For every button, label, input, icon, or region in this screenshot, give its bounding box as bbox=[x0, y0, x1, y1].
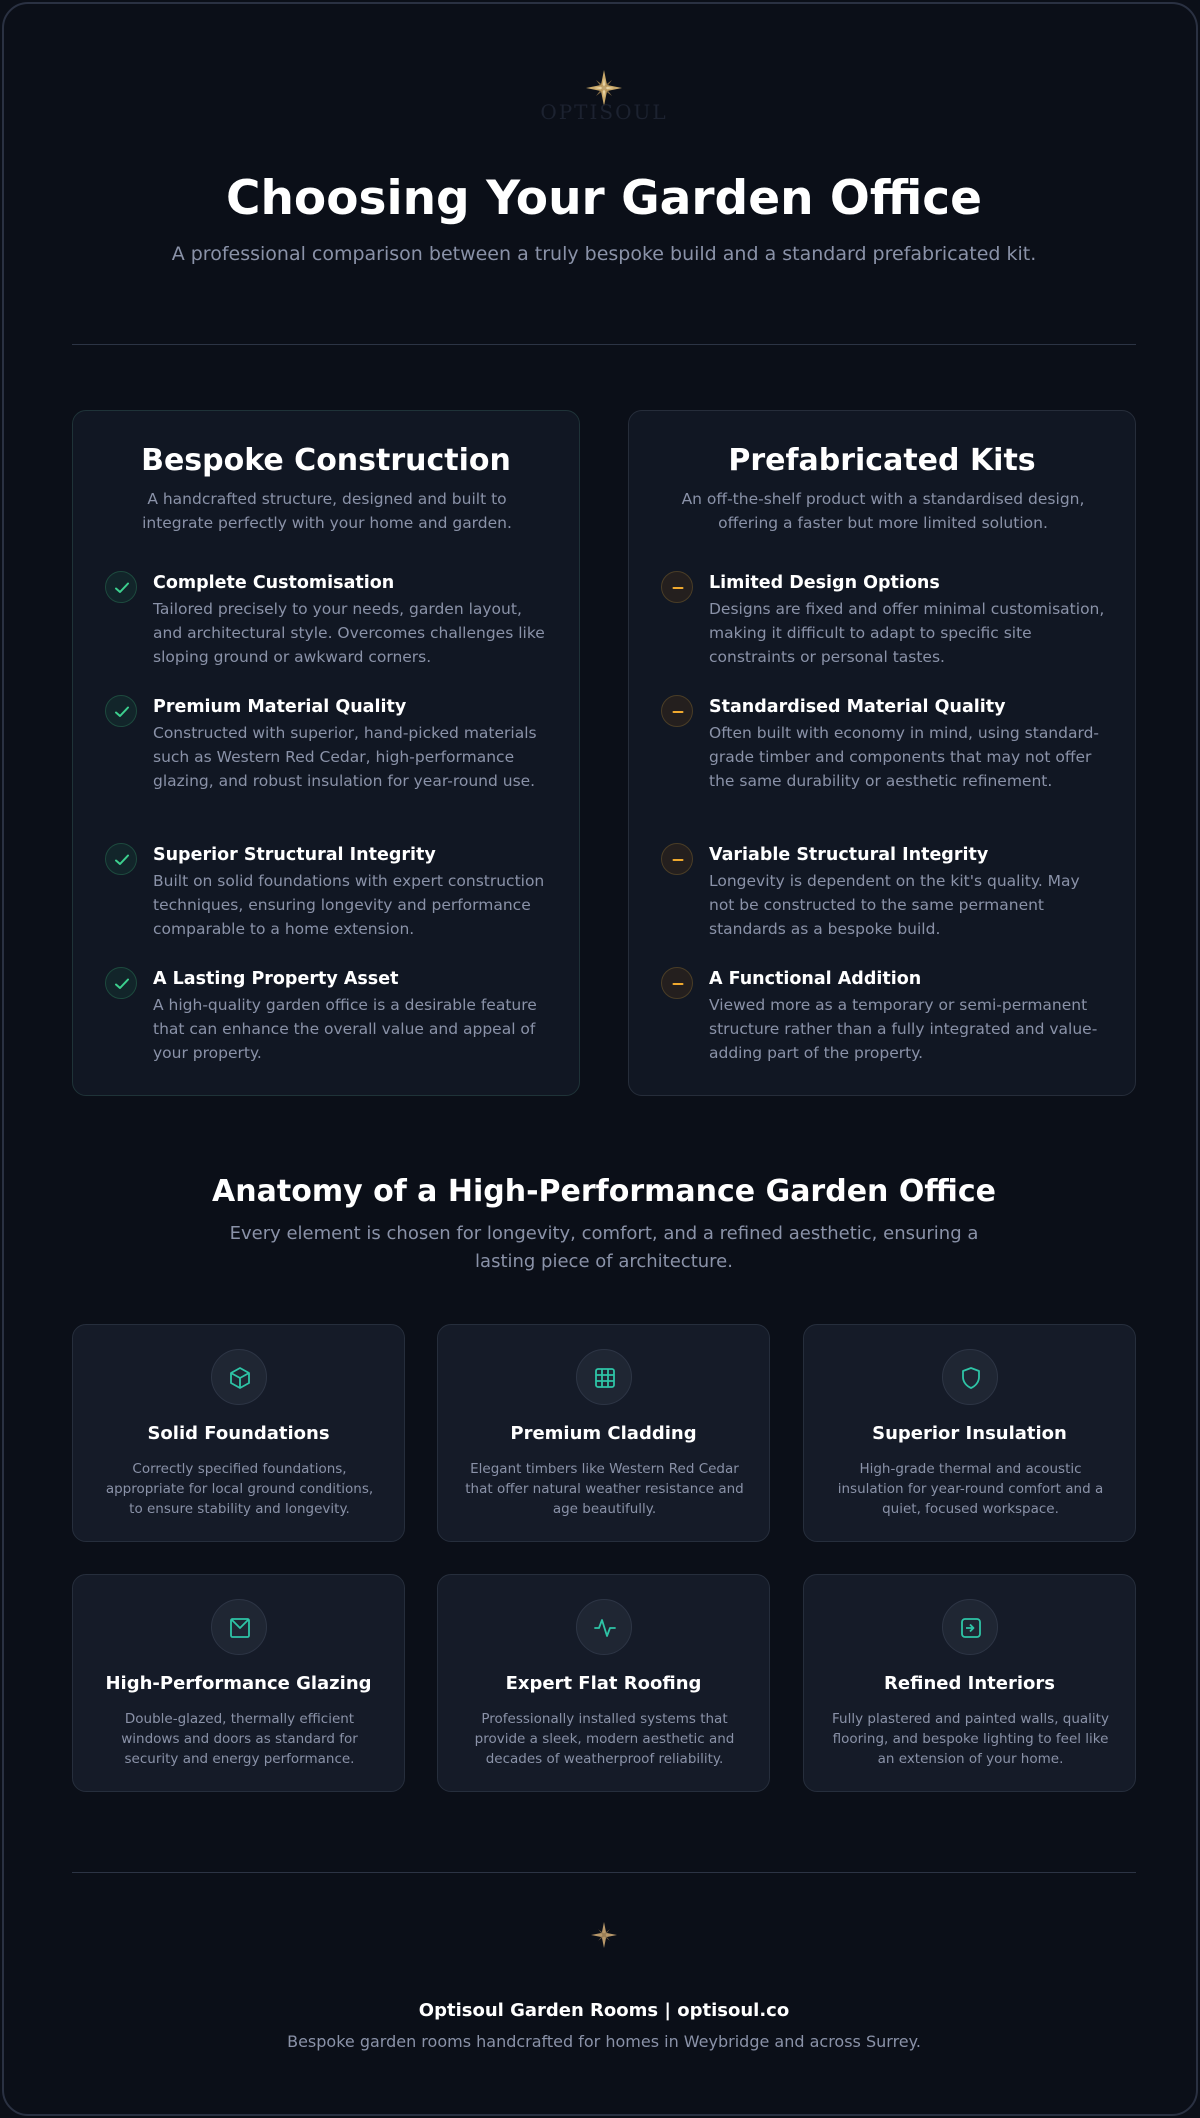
minus-icon bbox=[661, 843, 693, 875]
anatomy-title: Anatomy of a High-Performance Garden Office bbox=[212, 1174, 996, 1209]
cube-icon bbox=[211, 1349, 267, 1405]
anatomy-card-title: High-Performance Glazing bbox=[105, 1673, 372, 1694]
minus-icon bbox=[661, 695, 693, 727]
feature-body: Designs are fixed and offer minimal customisation, making it difficult to adapt to specific site constraints or personal tastes. bbox=[709, 600, 1105, 666]
check-icon bbox=[105, 695, 137, 727]
footer-title: Optisoul Garden Rooms | optisoul.co bbox=[418, 2000, 790, 2021]
feature-body: Longevity is dependent on the kit's quality. May not be constructed to the same permanent standards as a bespoke build. bbox=[709, 872, 1080, 938]
anatomy-card bbox=[803, 1574, 1136, 1792]
header-divider bbox=[72, 344, 1136, 345]
feature-body: Tailored precisely to your needs, garden layout, and architectural style. Overcomes challenges like sloping ground or awkward corners. bbox=[153, 600, 545, 666]
prefab-card bbox=[628, 410, 1136, 1096]
feature-title: A Lasting Property Asset bbox=[153, 969, 399, 989]
interior-icon bbox=[942, 1599, 998, 1655]
feature-title: Limited Design Options bbox=[709, 573, 940, 593]
feature-title: Superior Structural Integrity bbox=[153, 845, 436, 865]
feature-body: Viewed more as a temporary or semi-permanent structure rather than a fully integrated and value-adding part of the property. bbox=[709, 996, 1098, 1062]
pulse-icon bbox=[576, 1599, 632, 1655]
check-icon bbox=[105, 571, 137, 603]
anatomy-card-title: Solid Foundations bbox=[147, 1423, 330, 1444]
page-frame bbox=[2, 2, 1198, 2116]
feature-body: Often built with economy in mind, using standard-grade timber and components that may not offer the same durability or aesthetic refinement. bbox=[709, 724, 1100, 790]
anatomy-card bbox=[72, 1574, 405, 1792]
anatomy-card-body: Fully plastered and painted walls, quality flooring, and bespoke lighting to feel like an extension of your home. bbox=[832, 1711, 1109, 1767]
footer-divider bbox=[72, 1872, 1136, 1873]
feature-title: Variable Structural Integrity bbox=[709, 845, 989, 865]
check-icon bbox=[105, 967, 137, 999]
check-icon bbox=[105, 843, 137, 875]
grid-icon bbox=[576, 1349, 632, 1405]
prefab-card-description: An off-the-shelf product with a standardised design, offering a faster but more limited solution. bbox=[681, 490, 1085, 532]
anatomy-card bbox=[72, 1324, 405, 1542]
anatomy-card-title: Refined Interiors bbox=[884, 1673, 1055, 1694]
page-title: Choosing Your Garden Office bbox=[225, 171, 983, 226]
anatomy-card-body: Professionally installed systems that provide a sleek, modern aesthetic and decades of weatherproof reliability. bbox=[474, 1711, 735, 1767]
minus-icon bbox=[661, 571, 693, 603]
compass-star-icon bbox=[591, 1922, 617, 1948]
anatomy-card bbox=[437, 1574, 770, 1792]
feature-title: A Functional Addition bbox=[709, 969, 922, 989]
feature-body: Built on solid foundations with expert construction techniques, ensuring longevity and performance comparable to a home extension. bbox=[153, 872, 545, 938]
feature-body: A high-quality garden office is a desirable feature that can enhance the overall value and appeal of your property. bbox=[153, 996, 537, 1062]
anatomy-card bbox=[437, 1324, 770, 1542]
feature-body: Constructed with superior, hand-picked materials such as Western Red Cedar, high-performance glazing, and robust insulation for year-round use. bbox=[153, 724, 537, 790]
bespoke-card-title: Bespoke Construction bbox=[141, 443, 511, 478]
anatomy-card-body: High-grade thermal and acoustic insulation for year-round comfort and a quiet, focused workspace. bbox=[837, 1461, 1104, 1517]
bespoke-card-description: A handcrafted structure, designed and built to integrate perfectly with your home and garden. bbox=[142, 490, 512, 532]
anatomy-card bbox=[803, 1324, 1136, 1542]
shield-icon bbox=[942, 1349, 998, 1405]
anatomy-card-body: Double-glazed, thermally efficient windows and doors as standard for security and energy performance. bbox=[121, 1711, 358, 1767]
prefab-card-title: Prefabricated Kits bbox=[728, 443, 1036, 478]
anatomy-card-title: Premium Cladding bbox=[510, 1423, 697, 1444]
feature-title: Complete Customisation bbox=[153, 573, 395, 593]
footer-subtitle: Bespoke garden rooms handcrafted for homes in Weybridge and across Surrey. bbox=[287, 2032, 921, 2051]
minus-icon bbox=[661, 967, 693, 999]
bespoke-card bbox=[72, 410, 580, 1096]
anatomy-card-body: Correctly specified foundations, appropriate for local ground conditions, to ensure stability and longevity. bbox=[105, 1461, 374, 1517]
feature-title: Standardised Material Quality bbox=[709, 697, 1006, 717]
anatomy-card-title: Expert Flat Roofing bbox=[505, 1673, 702, 1694]
page-subtitle: A professional comparison between a truly bespoke build and a standard prefabricated kit. bbox=[171, 243, 1037, 265]
anatomy-card-title: Superior Insulation bbox=[872, 1423, 1067, 1444]
feature-title: Premium Material Quality bbox=[153, 697, 407, 717]
brand-logo bbox=[72, 70, 1136, 124]
brand-wordmark: OPTISOUL bbox=[540, 100, 668, 124]
anatomy-card-body: Elegant timbers like Western Red Cedar that offer natural weather resistance and age beautifully. bbox=[465, 1461, 744, 1517]
window-icon bbox=[211, 1599, 267, 1655]
anatomy-subtitle: Every element is chosen for longevity, comfort, and a refined aesthetic, ensuring a lasting piece of architecture. bbox=[229, 1223, 979, 1272]
